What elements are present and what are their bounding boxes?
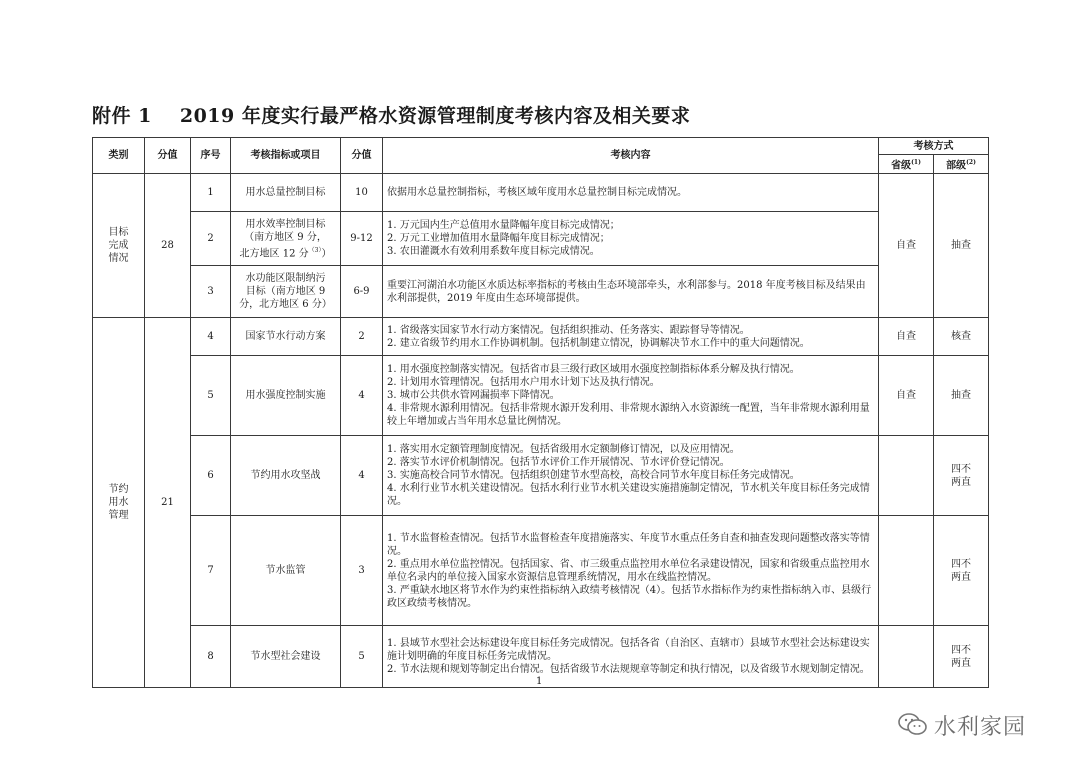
table-row [93,436,989,516]
ministry-method: 抽查 [934,174,989,318]
header-score: 分值 [145,138,191,174]
header-no: 序号 [191,138,231,174]
header-indicator: 考核指标或项目 [231,138,341,174]
header-method: 考核方式 [879,138,989,155]
header-provincial: 省级$^{(1)}$ [879,155,934,174]
row-no: 6 [191,436,231,516]
ministry-method: 核查 [934,318,989,356]
row-no: 4 [191,318,231,356]
table-row [93,318,989,356]
table-row [93,174,989,212]
header-ministry: 部级$^{(2)}$ [934,155,989,174]
content-cell: 1. 落实用水定额管理制度情况。包括省级用水定额制修订情况，以及应用情况。 2. 落实节水评价机制情况。包括节水评价工作开展情况、节水评价登记情况。 3. 实施高校合同节水情况。包括组织创建节水型高校，高校合同节水年度目标任务完成情况。 4. 水利行业节水机关建设情况。包括水利行业节水机关建设实施措施制定情况，节水机关年度目标任务完成情况。 [383,436,879,516]
row-score: 9-12 [341,212,383,266]
content-cell: 1. 万元国内生产总值用水量降幅年度目标完成情况； 2. 万元工业增加值用水量降幅年度目标完成情况； 3. 农田灌溉水有效利用系数年度目标完成情况。 [383,212,879,266]
provincial-method [879,516,934,626]
title-text: 2019 年度实行最严格水资源管理制度考核内容及相关要求 [179,105,691,127]
content-cell: 重要江河湖泊水功能区水质达标率指标的考核由生态环境部牵头，水利部参与。2018 年度考核目标及结果由水利部提供，2019 年度由生态环境部提供。 [383,266,879,318]
indicator-cell: 用水效率控制目标 （南方地区 9 分， 北方地区 12 分$^{(3)}$） [231,212,341,266]
watermark-text: 水利家园 [934,714,1027,740]
table-row [93,356,989,436]
indicator-cell: 用水强度控制实施 [231,356,341,436]
ministry-method: 四不 两直 [934,516,989,626]
content-cell: 依据用水总量控制指标，考核区域年度用水总量控制目标完成情况。 [383,174,879,212]
row-score: 2 [341,318,383,356]
content-cell: 1. 用水强度控制落实情况。包括省市县三级行政区域用水强度控制指标体系分解及执行情况。 2. 计划用水管理情况。包括用水户用水计划下达及执行情况。 3. 城市公共供水管网漏损率下降情况。 4. 非常规水源利用情况。包括非常规水源开发利用、非常规水源纳入水资源统一配置，当年非常规水源利用量较上年增加或占当年用水总量比例情况。 [383,356,879,436]
indicator-cell: 节水型社会建设 [231,626,341,688]
content-cell: 1. 节水监督检查情况。包括节水监督检查年度措施落实、年度节水重点任务自查和抽查发现问题整改落实等情况。 2. 重点用水单位监控情况。包括国家、省、市三级重点监控用水单位名录建设情况，国家和省级重点监控用水单位名录内的单位接入国家水资源信息管理系统情况，用水在线监控情况。 3. 严重缺水地区将节水作为约束性指标纳入政绩考核情况（4）。包括节水指标作为约束性指标纳入市、县级行政区政绩考核情况。 [383,516,879,626]
indicator-cell: 用水总量控制目标 [231,174,341,212]
category-cell: 目标 完成 情况 [93,174,145,318]
wechat-icon [898,712,928,738]
row-score: 3 [341,516,383,626]
row-score: 5 [341,626,383,688]
indicator-cell: 国家节水行动方案 [231,318,341,356]
ministry-method: 四不 两直 [934,436,989,516]
header-sub-score: 分值 [341,138,383,174]
indicator-cell: 水功能区限制纳污 目标（南方地区 9 分，北方地区 6 分） [231,266,341,318]
content-cell: 1. 省级落实国家节水行动方案情况。包括组织推动、任务落实、跟踪督导等情况。 2. 建立省级节约用水工作协调机制。包括机制建立情况，协调解决节水工作中的重大问题情况。 [383,318,879,356]
provincial-method [879,626,934,688]
ministry-method: 抽查 [934,356,989,436]
row-score: 4 [341,356,383,436]
table-row [93,212,989,266]
document-title [92,101,690,128]
row-no: 3 [191,266,231,318]
header-category: 类别 [93,138,145,174]
row-no: 7 [191,516,231,626]
watermark [898,710,1026,740]
provincial-method: 自查 [879,174,934,318]
attachment-label: 附件 1 [92,105,152,127]
row-score: 10 [341,174,383,212]
indicator-cell: 节约用水攻坚战 [231,436,341,516]
ministry-method: 四不 两直 [934,626,989,688]
row-no: 1 [191,174,231,212]
page-number: 1 [536,676,543,687]
header-row [93,138,989,155]
category-cell: 节约 用水 管理 [93,318,145,688]
row-no: 2 [191,212,231,266]
category-score: 21 [145,318,191,688]
row-score: 4 [341,436,383,516]
category-score: 28 [145,174,191,318]
table-row [93,516,989,626]
provincial-method: 自查 [879,318,934,356]
row-score: 6-9 [341,266,383,318]
indicator-cell: 节水监管 [231,516,341,626]
table-row [93,266,989,318]
assessment-table [92,137,989,688]
provincial-method: 自查 [879,356,934,436]
header-content: 考核内容 [383,138,879,174]
row-no: 5 [191,356,231,436]
row-no: 8 [191,626,231,688]
content-cell: 1. 县域节水型社会达标建设年度目标任务完成情况。包括各省（自治区、直辖市）县域节水型社会达标建设实施计划明确的年度目标任务完成情况。 2. 节水法规和规划等制定出台情况。包括省级节水法规规章等制定和执行情况，以及省级节水规划制定情况。 [383,626,879,688]
provincial-method [879,436,934,516]
